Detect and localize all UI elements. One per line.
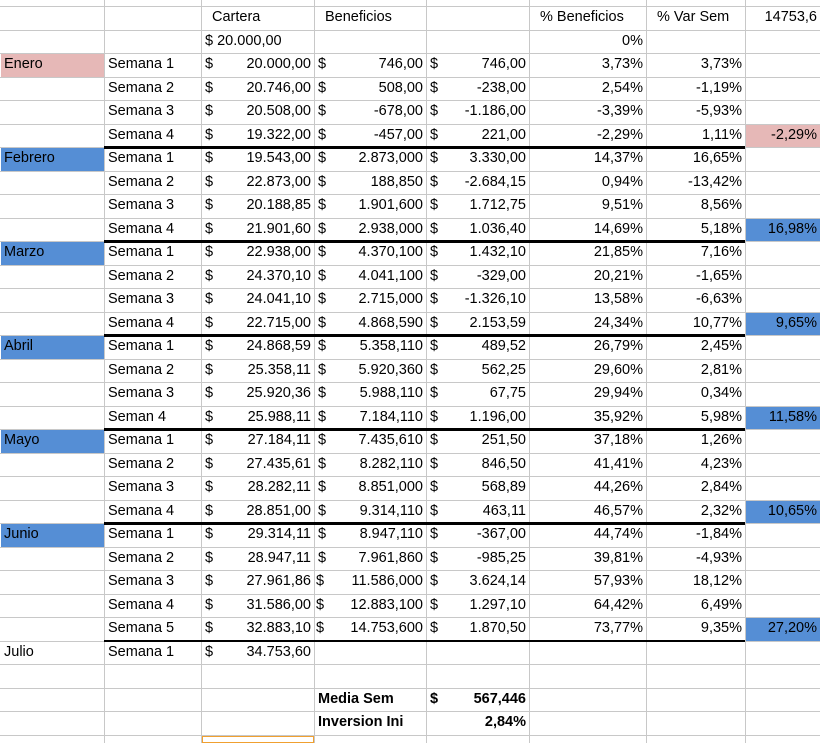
media-dollar[interactable]: $ <box>430 690 439 707</box>
beneficios-dollar[interactable]: $ <box>318 244 327 260</box>
diff-value[interactable]: -1.326,10 <box>464 291 526 307</box>
pct-var-sem-value[interactable]: 10,77% <box>692 314 742 331</box>
cartera-dollar[interactable]: $ <box>205 361 214 378</box>
cartera-dollar[interactable]: $ <box>205 314 214 331</box>
cartera-value[interactable]: 28.851,00 <box>246 502 311 519</box>
cartera-dollar[interactable]: $ <box>205 596 214 613</box>
month-label[interactable]: Febrero <box>4 150 55 166</box>
diff-value[interactable]: 1.712,75 <box>469 197 526 213</box>
cartera-dollar[interactable]: $ <box>205 103 214 119</box>
diff-dollar[interactable]: $ <box>430 173 439 190</box>
diff-dollar[interactable]: $ <box>430 455 439 472</box>
diff-value[interactable]: -2.684,15 <box>464 173 526 190</box>
week-label[interactable]: Semana 2 <box>108 267 175 284</box>
week-label[interactable]: Semana 4 <box>108 314 175 331</box>
header-total[interactable]: 14753,6 <box>764 9 817 25</box>
week-label[interactable]: Semana 3 <box>108 103 175 119</box>
beneficios-value[interactable]: 2.873,000 <box>358 150 423 166</box>
pct-var-sem-value[interactable]: 5,98% <box>700 408 742 425</box>
pct-var-sem-value[interactable]: -4,93% <box>696 549 742 566</box>
cartera-dollar[interactable]: $ <box>205 432 214 448</box>
cartera-dollar[interactable]: $ <box>205 197 214 213</box>
month-label[interactable]: Enero <box>4 56 43 72</box>
cartera-value[interactable]: 20.000,00 <box>246 56 311 72</box>
beneficios-dollar[interactable]: $ <box>318 502 327 519</box>
pct-beneficios-value[interactable]: 57,93% <box>593 573 643 589</box>
pct-beneficios-value[interactable]: 9,51% <box>601 197 643 213</box>
week-label[interactable]: Semana 4 <box>108 220 175 237</box>
week-label[interactable]: Semana 2 <box>108 173 175 190</box>
week-label[interactable]: Semana 1 <box>108 526 175 542</box>
diff-dollar[interactable]: $ <box>430 150 439 166</box>
pct-beneficios-value[interactable]: 41,41% <box>593 455 643 472</box>
beneficios-dollar[interactable]: $ <box>318 479 327 495</box>
pct-beneficios-value[interactable]: 39,81% <box>593 549 643 566</box>
diff-dollar[interactable]: $ <box>430 338 439 354</box>
pct-beneficios-value[interactable]: 13,58% <box>593 291 643 307</box>
pct-var-sem-value[interactable]: 9,35% <box>700 620 742 636</box>
pct-var-sem-value[interactable]: 8,56% <box>700 197 742 213</box>
beneficios-value[interactable]: 4.041,100 <box>358 267 423 284</box>
diff-dollar[interactable]: $ <box>430 502 439 519</box>
cartera-dollar[interactable]: $ <box>205 479 214 495</box>
diff-dollar[interactable]: $ <box>430 291 439 307</box>
cartera-dollar[interactable]: $ <box>205 56 214 72</box>
beneficios-value[interactable]: 4.370,100 <box>358 244 423 260</box>
beneficios-value[interactable]: -457,00 <box>373 126 423 143</box>
beneficios-value[interactable]: 7.961,860 <box>358 549 423 566</box>
cartera-value[interactable]: 20.188,85 <box>246 197 311 213</box>
week-label[interactable]: Semana 1 <box>108 244 175 260</box>
cartera-dollar[interactable]: $ <box>205 173 214 190</box>
pct-beneficios-value[interactable]: 29,94% <box>593 385 643 401</box>
diff-dollar[interactable]: $ <box>430 549 439 566</box>
diff-value[interactable]: 1.196,00 <box>469 408 526 425</box>
diff-dollar[interactable]: $ <box>430 314 439 331</box>
beneficios-dollar[interactable]: $ <box>318 103 327 119</box>
week-label[interactable]: Semana 4 <box>108 596 175 613</box>
diff-dollar[interactable]: $ <box>430 573 439 589</box>
week-label[interactable]: Semana 3 <box>108 573 175 589</box>
monthly-pct[interactable]: 27,20% <box>767 620 817 636</box>
cartera-value[interactable]: 24.370,10 <box>246 267 311 284</box>
diff-value[interactable]: 1.297,10 <box>469 596 526 613</box>
cartera-dollar[interactable]: $ <box>205 338 214 354</box>
beneficios-dollar[interactable]: $ <box>318 267 327 284</box>
pct-beneficios-value[interactable]: -3,39% <box>597 103 643 119</box>
beneficios-dollar[interactable]: $ <box>318 56 327 72</box>
cartera-dollar[interactable]: $ <box>205 126 214 143</box>
cartera-value[interactable]: 31.586,00 <box>246 596 311 613</box>
week-label[interactable]: Semana 4 <box>108 126 175 143</box>
pct-var-sem-value[interactable]: 4,23% <box>700 455 742 472</box>
cartera-value[interactable]: 20.508,00 <box>246 103 311 119</box>
cartera-value[interactable]: 21.901,60 <box>246 220 311 237</box>
diff-dollar[interactable]: $ <box>430 197 439 213</box>
diff-value[interactable]: 489,52 <box>481 338 526 354</box>
week-label[interactable]: Semana 2 <box>108 79 175 96</box>
diff-dollar[interactable]: $ <box>430 620 439 636</box>
media-value[interactable]: 567,446 <box>473 690 526 707</box>
cartera-value[interactable]: 25.920,36 <box>246 385 311 401</box>
beneficios-value[interactable]: 7.435,610 <box>358 432 423 448</box>
pct-beneficios-value[interactable]: 2,54% <box>601 79 643 96</box>
header-cartera[interactable]: Cartera <box>212 9 261 25</box>
week-label[interactable]: Semana 2 <box>108 455 175 472</box>
pct-beneficios-value[interactable]: 3,73% <box>601 56 643 72</box>
beneficios-dollar[interactable]: $ <box>318 291 327 307</box>
gridline-row <box>0 735 820 736</box>
cartera-dollar[interactable]: $ <box>205 385 214 401</box>
diff-dollar[interactable]: $ <box>430 79 439 96</box>
week-label[interactable]: Semana 4 <box>108 502 175 519</box>
pct-var-sem-value[interactable]: -1,84% <box>696 526 742 542</box>
week-label[interactable]: Semana 3 <box>108 385 175 401</box>
cartera-value[interactable]: 22.873,00 <box>246 173 311 190</box>
header-beneficios[interactable]: Beneficios <box>325 9 392 25</box>
beneficios-value[interactable]: 7.184,110 <box>359 408 423 425</box>
cartera-value[interactable]: 27.961,86 <box>246 573 311 589</box>
diff-dollar[interactable]: $ <box>430 267 439 284</box>
cartera-value[interactable]: 34.753,60 <box>246 643 311 660</box>
pct-beneficios-value[interactable]: 0,94% <box>601 173 643 190</box>
beneficios-dollar[interactable]: $ <box>318 220 327 237</box>
week-label[interactable]: Semana 3 <box>108 291 175 307</box>
beneficios-value[interactable]: 9.314,110 <box>359 502 423 519</box>
pct-var-sem-value[interactable]: 16,65% <box>692 150 742 166</box>
week-label[interactable]: Semana 1 <box>108 150 175 166</box>
beneficios-dollar[interactable]: $ <box>318 526 327 542</box>
cartera-dollar[interactable]: $ <box>205 549 214 566</box>
start-cartera[interactable]: $ 20.000,00 <box>205 32 282 49</box>
diff-value[interactable]: -1.186,00 <box>464 103 526 119</box>
cartera-dollar[interactable]: $ <box>205 220 214 237</box>
cartera-dollar[interactable]: $ <box>205 455 214 472</box>
beneficios-value[interactable]: 2.938,000 <box>358 220 423 237</box>
beneficios-value[interactable]: 8.282,110 <box>359 455 423 472</box>
pct-var-sem-value[interactable]: 7,16% <box>700 244 742 260</box>
beneficios-value[interactable]: 12.883,100 <box>350 596 423 613</box>
pct-var-sem-value[interactable]: 2,32% <box>700 502 742 519</box>
diff-value[interactable]: 1.432,10 <box>469 244 526 260</box>
month-label[interactable]: Marzo <box>4 244 45 260</box>
diff-dollar[interactable]: $ <box>430 244 439 260</box>
cartera-dollar[interactable]: $ <box>205 244 214 260</box>
cartera-value[interactable]: 19.322,00 <box>246 126 311 143</box>
cartera-dollar[interactable]: $ <box>205 502 214 519</box>
beneficios-value[interactable]: 508,00 <box>378 79 423 96</box>
cartera-dollar[interactable]: $ <box>205 79 214 96</box>
pct-beneficios-value[interactable]: 46,57% <box>593 502 643 519</box>
beneficios-value[interactable]: 5.988,110 <box>359 385 423 401</box>
cartera-value[interactable]: 27.435,61 <box>246 455 311 472</box>
diff-value[interactable]: 221,00 <box>481 126 526 143</box>
pct-beneficios-value[interactable]: 24,34% <box>593 314 643 331</box>
beneficios-dollar[interactable]: $ <box>318 173 327 190</box>
cartera-dollar[interactable]: $ <box>205 150 214 166</box>
cartera-value[interactable]: 24.041,10 <box>246 291 311 307</box>
diff-dollar[interactable]: $ <box>430 432 439 448</box>
selected-cell[interactable] <box>202 736 314 743</box>
week-label[interactable]: Semana 2 <box>108 361 175 378</box>
diff-value[interactable]: 568,89 <box>481 479 526 495</box>
week-label[interactable]: Semana 1 <box>108 56 175 72</box>
diff-value[interactable]: 463,11 <box>482 502 526 519</box>
cartera-value[interactable]: 19.543,00 <box>246 150 311 166</box>
pct-beneficios-value[interactable]: 35,92% <box>593 408 643 425</box>
pct-var-sem-value[interactable]: 18,12% <box>692 573 742 589</box>
beneficios-value[interactable]: 188,850 <box>370 173 423 190</box>
cartera-value[interactable]: 25.358,11 <box>247 361 311 378</box>
pct-beneficios-value[interactable]: 64,42% <box>593 596 643 613</box>
pct-var-sem-value[interactable]: 5,18% <box>700 220 742 237</box>
pct-var-sem-value[interactable]: -1,19% <box>696 79 742 96</box>
pct-var-sem-value[interactable]: 2,84% <box>700 479 742 495</box>
monthly-pct[interactable]: 10,65% <box>767 502 817 519</box>
cartera-dollar[interactable]: $ <box>205 643 214 660</box>
beneficios-dollar[interactable]: $ <box>316 620 325 636</box>
beneficios-value[interactable]: 5.920,360 <box>358 361 423 378</box>
pct-beneficios-value[interactable]: 73,77% <box>593 620 643 636</box>
cartera-value[interactable]: 20.746,00 <box>246 79 311 96</box>
start-pct[interactable]: 0% <box>622 32 643 49</box>
monthly-pct[interactable]: -2,29% <box>771 126 817 143</box>
gridline-row <box>0 30 820 31</box>
monthly-pct[interactable]: 16,98% <box>767 220 817 237</box>
media-label[interactable]: Media Sem <box>318 690 394 707</box>
cartera-value[interactable]: 22.938,00 <box>246 244 311 260</box>
diff-value[interactable]: 251,50 <box>481 432 526 448</box>
week-label[interactable]: Semana 3 <box>108 479 175 495</box>
gridline-row <box>0 664 820 665</box>
beneficios-dollar[interactable]: $ <box>316 596 325 613</box>
diff-value[interactable]: -367,00 <box>476 526 526 542</box>
monthly-pct[interactable]: 9,65% <box>775 314 817 331</box>
inversion-value[interactable]: 2,84% <box>484 714 526 730</box>
week-label[interactable]: Semana 5 <box>108 620 175 636</box>
beneficios-dollar[interactable]: $ <box>318 432 327 448</box>
diff-dollar[interactable]: $ <box>430 126 439 143</box>
week-label[interactable]: Seman 4 <box>108 408 167 425</box>
cartera-value[interactable]: 32.883,10 <box>246 620 311 636</box>
cartera-dollar[interactable]: $ <box>205 573 214 589</box>
diff-value[interactable]: 562,25 <box>481 361 526 378</box>
beneficios-value[interactable]: 8.851,000 <box>358 479 423 495</box>
beneficios-dollar[interactable]: $ <box>318 150 327 166</box>
cartera-value[interactable]: 27.184,11 <box>247 432 311 448</box>
pct-var-sem-value[interactable]: 0,34% <box>700 385 742 401</box>
beneficios-dollar[interactable]: $ <box>318 361 327 378</box>
diff-dollar[interactable]: $ <box>430 596 439 613</box>
pct-beneficios-value[interactable]: 20,21% <box>593 267 643 284</box>
monthly-pct[interactable]: 11,58% <box>768 408 817 425</box>
header-pct-var-sem[interactable]: % Var Sem <box>657 9 730 25</box>
pct-var-sem-value[interactable]: -6,63% <box>696 291 742 307</box>
pct-var-sem-value[interactable]: -1,65% <box>696 267 742 284</box>
pct-var-sem-value[interactable]: -13,42% <box>687 173 742 190</box>
diff-dollar[interactable]: $ <box>430 408 439 425</box>
beneficios-dollar[interactable]: $ <box>318 338 327 354</box>
pct-var-sem-value[interactable]: 6,49% <box>700 596 742 613</box>
pct-var-sem-value[interactable]: 1,11% <box>701 126 742 143</box>
cartera-dollar[interactable]: $ <box>205 526 214 542</box>
beneficios-dollar[interactable]: $ <box>318 197 327 213</box>
diff-dollar[interactable]: $ <box>430 385 439 401</box>
diff-dollar[interactable]: $ <box>430 361 439 378</box>
cartera-value[interactable]: 25.988,11 <box>247 408 311 425</box>
diff-dollar[interactable]: $ <box>430 103 439 119</box>
week-label[interactable]: Semana 1 <box>108 643 175 660</box>
pct-var-sem-value[interactable]: 3,73% <box>700 56 742 72</box>
pct-beneficios-value[interactable]: 14,69% <box>593 220 643 237</box>
diff-value[interactable]: 2.153,59 <box>469 314 526 331</box>
beneficios-value[interactable]: 1.901,600 <box>358 197 423 213</box>
diff-dollar[interactable]: $ <box>430 526 439 542</box>
pct-var-sem-value[interactable]: 2,45% <box>700 338 742 354</box>
beneficios-value[interactable]: 746,00 <box>378 56 423 72</box>
diff-value[interactable]: 67,75 <box>489 385 526 401</box>
cartera-value[interactable]: 28.947,11 <box>247 549 311 566</box>
beneficios-dollar[interactable]: $ <box>318 408 327 425</box>
pct-beneficios-value[interactable]: 37,18% <box>593 432 643 448</box>
week-label[interactable]: Semana 1 <box>108 338 175 354</box>
beneficios-value[interactable]: 14.753,600 <box>350 620 423 636</box>
pct-beneficios-value[interactable]: 14,37% <box>593 150 643 166</box>
diff-value[interactable]: 846,50 <box>481 455 526 472</box>
diff-value[interactable]: 3.330,00 <box>469 150 526 166</box>
diff-dollar[interactable]: $ <box>430 56 439 72</box>
cartera-dollar[interactable]: $ <box>205 620 214 636</box>
week-label[interactable]: Semana 3 <box>108 197 175 213</box>
diff-value[interactable]: -329,00 <box>476 267 526 284</box>
pct-var-sem-value[interactable]: 2,81% <box>700 361 742 378</box>
beneficios-value[interactable]: 11.586,000 <box>351 573 423 589</box>
beneficios-dollar[interactable]: $ <box>316 573 325 589</box>
pct-beneficios-value[interactable]: -2,29% <box>597 126 643 143</box>
beneficios-value[interactable]: 8.947,110 <box>359 526 423 542</box>
pct-beneficios-value[interactable]: 26,79% <box>593 338 643 354</box>
beneficios-dollar[interactable]: $ <box>318 314 327 331</box>
beneficios-dollar[interactable]: $ <box>318 385 327 401</box>
cartera-value[interactable]: 22.715,00 <box>246 314 311 331</box>
month-label[interactable]: Mayo <box>4 432 40 448</box>
diff-dollar[interactable]: $ <box>430 220 439 237</box>
pct-beneficios-value[interactable]: 44,26% <box>593 479 643 495</box>
diff-value[interactable]: 3.624,14 <box>469 573 526 589</box>
diff-value[interactable]: -238,00 <box>476 79 526 96</box>
cartera-dollar[interactable]: $ <box>205 291 214 307</box>
header-pct-beneficios[interactable]: % Beneficios <box>540 9 624 25</box>
diff-value[interactable]: -985,25 <box>476 549 526 566</box>
inversion-label[interactable]: Inversion Ini <box>318 714 404 730</box>
beneficios-dollar[interactable]: $ <box>318 126 327 143</box>
pct-beneficios-value[interactable]: 29,60% <box>593 361 643 378</box>
cartera-dollar[interactable]: $ <box>205 408 214 425</box>
pct-var-sem-value[interactable]: -5,93% <box>696 103 742 119</box>
beneficios-value[interactable]: 5.358,110 <box>359 338 423 354</box>
month-label[interactable]: Junio <box>4 526 39 542</box>
diff-value[interactable]: 746,00 <box>481 56 526 72</box>
beneficios-dollar[interactable]: $ <box>318 455 327 472</box>
cartera-value[interactable]: 24.868,59 <box>246 338 311 354</box>
pct-beneficios-value[interactable]: 21,85% <box>593 244 643 260</box>
cartera-value[interactable]: 28.282,11 <box>247 479 311 495</box>
beneficios-value[interactable]: 2.715,000 <box>358 291 423 307</box>
pct-var-sem-value[interactable]: 1,26% <box>700 432 742 448</box>
cartera-dollar[interactable]: $ <box>205 267 214 284</box>
cartera-value[interactable]: 29.314,11 <box>247 526 311 542</box>
diff-value[interactable]: 1.870,50 <box>469 620 526 636</box>
beneficios-dollar[interactable]: $ <box>318 79 327 96</box>
month-label[interactable]: Abril <box>4 338 34 354</box>
beneficios-value[interactable]: 4.868,590 <box>358 314 423 331</box>
diff-dollar[interactable]: $ <box>430 479 439 495</box>
beneficios-value[interactable]: -678,00 <box>373 103 423 119</box>
diff-value[interactable]: 1.036,40 <box>469 220 526 237</box>
month-label[interactable]: Julio <box>4 643 34 660</box>
week-label[interactable]: Semana 2 <box>108 549 175 566</box>
week-label[interactable]: Semana 1 <box>108 432 175 448</box>
pct-beneficios-value[interactable]: 44,74% <box>593 526 643 542</box>
beneficios-dollar[interactable]: $ <box>318 549 327 566</box>
